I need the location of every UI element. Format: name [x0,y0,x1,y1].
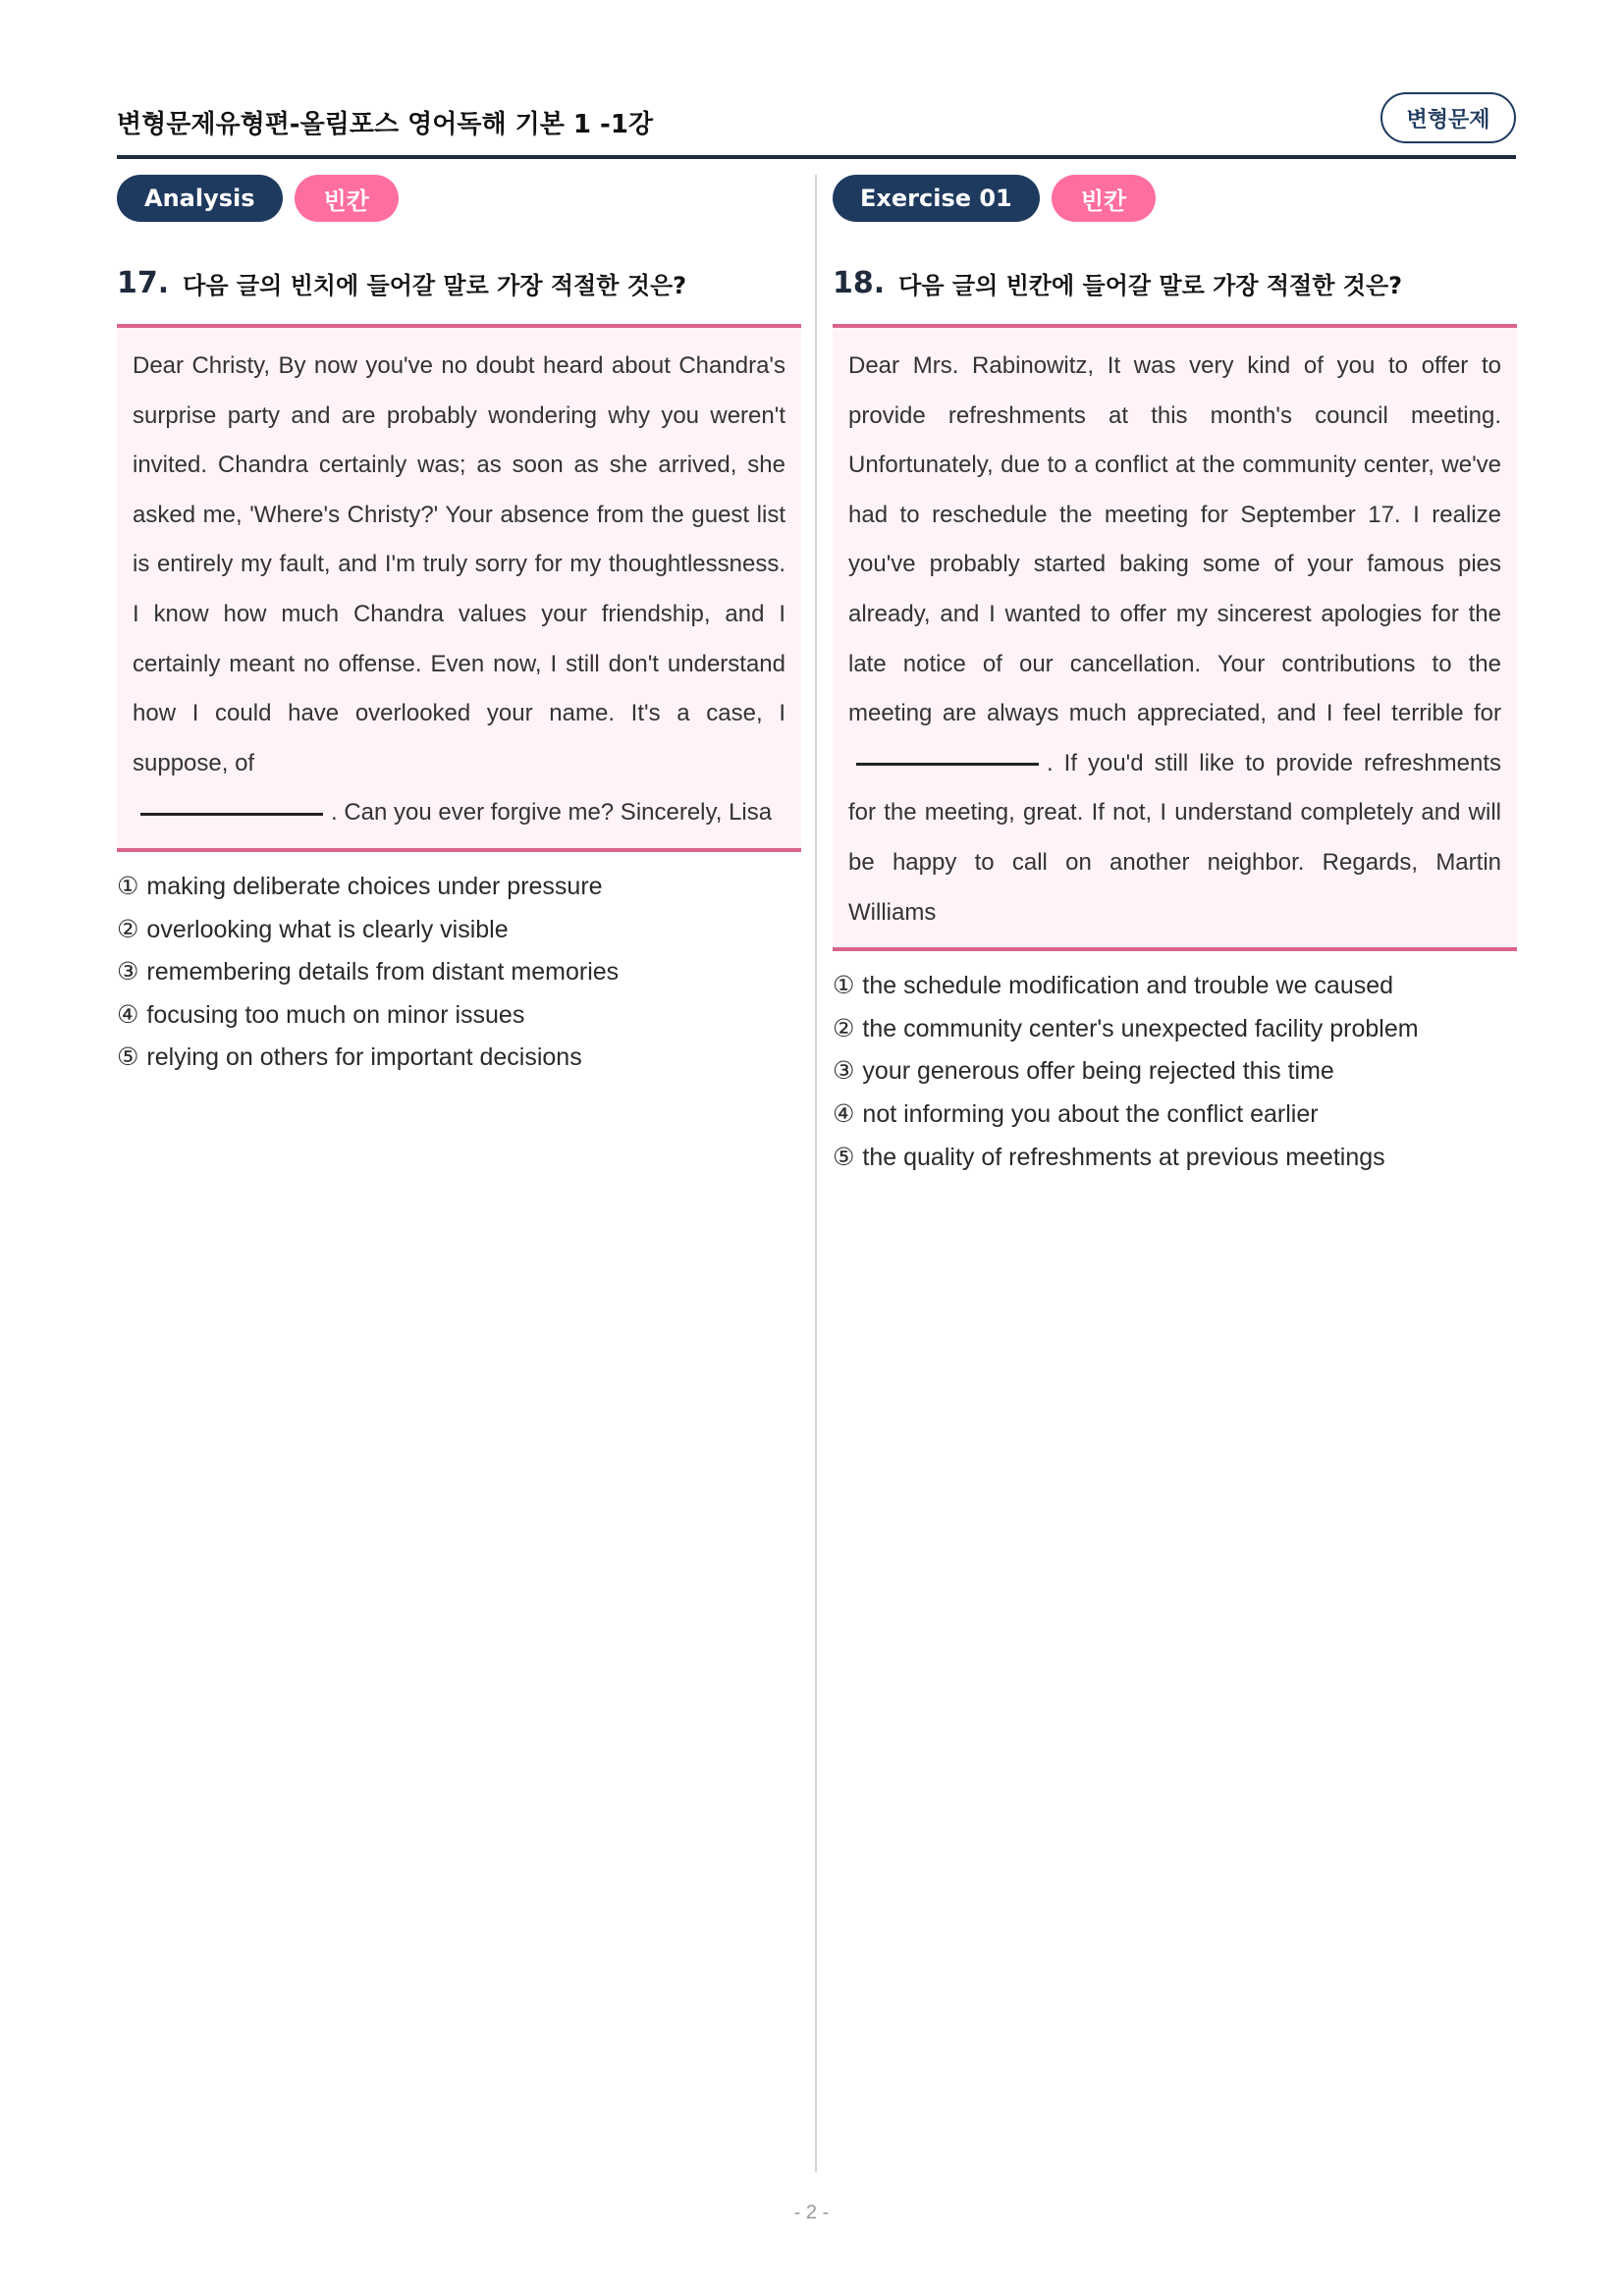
tag-row [117,175,801,222]
choice-5[interactable] [117,1037,801,1080]
choice-text: the quality of refreshments at previous meetings [862,1143,1385,1171]
choice-marker: ③ [833,1057,855,1086]
choice-text: the schedule modification and trouble we caused [862,972,1394,1000]
passage-text-before: Dear Christy, By now you've no doubt heard about Chandra's surprise party and are probably wondering why you weren't invited. Chandra certainly was; as soon as she arrived, she asked me, 'Where's Christy?' Your absence from the guest list is entirely my fault, and I'm truly sorry for my thoughtlessness. I know how much Chandra values your friendship, and I certainly meant no offense. Even now, I still don't understand how I could have overlooked your name. It's a case, I suppose, of [133,352,785,776]
blank-type-tag: 빈칸 [1052,175,1156,222]
question-heading [117,261,801,304]
choice-text: not informing you about the conflict earlier [862,1099,1319,1128]
choice-text: relying on others for important decisions [146,1043,582,1072]
choice-text: making deliberate choices under pressure [146,872,603,900]
blank-type-tag: 빈칸 [295,175,399,222]
choice-marker: ④ [833,1099,855,1128]
choice-text: focusing too much on minor issues [146,1000,525,1029]
question-heading [833,261,1517,304]
choice-marker: ① [833,972,855,1000]
choice-marker: ① [117,872,139,900]
choice-2[interactable] [117,909,801,952]
answer-blank [140,813,323,816]
choice-4[interactable] [833,1094,1517,1137]
choice-4[interactable] [117,994,801,1038]
question-prompt: 다음 글의 빈칸에 들어갈 말로 가장 적절한 것은? [898,271,1403,299]
choice-marker: ④ [117,1000,139,1029]
question-18-column [833,175,1517,1179]
page-number: - 2 - [793,2202,830,2223]
choice-marker: ② [117,915,139,943]
answer-blank [856,763,1039,766]
question-number: 17. [117,265,170,300]
passage-text-after: . If you'd still like to provide refreshments for the meeting, great. If not, I understand completely and will be happy to call on another neighbor. Regards, Martin Williams [848,749,1501,926]
answer-choices [117,866,801,1080]
column-divider [815,175,817,2172]
question-17-column [117,175,801,1080]
answer-choices [833,965,1517,1179]
passage-text-before: Dear Mrs. Rabinowitz, It was very kind of you to offer to provide refreshments at this month's council meeting. Unfortunately, due to a conflict at the community center, we've had to reschedule the meeting for September 17. I realize you've probably started baking some of your famous pies already, and I wanted to offer my sincerest apologies for the late notice of our cancellation. Your contributions to the meeting are always much appreciated, and I feel terrible for [848,352,1501,727]
choice-3[interactable] [833,1050,1517,1094]
reading-passage [117,324,801,852]
choice-2[interactable] [833,1008,1517,1051]
choice-1[interactable] [833,965,1517,1008]
reading-passage [833,324,1517,951]
document-title: 변형문제유형편-올림포스 영어독해 기본 1 -1강 [117,110,654,139]
choice-3[interactable] [117,951,801,994]
choice-marker: ⑤ [117,1043,139,1072]
analysis-tag: Analysis [117,175,283,222]
choice-text: remembering details from distant memories [146,958,620,987]
choice-text: overlooking what is clearly visible [146,915,509,943]
choice-text: the community center's unexpected facility problem [862,1014,1419,1042]
tag-row [833,175,1517,222]
choice-marker: ② [833,1014,855,1042]
exercise-tag: Exercise 01 [833,175,1040,222]
choice-text: your generous offer being rejected this time [862,1057,1334,1086]
choice-marker: ⑤ [833,1143,855,1171]
question-prompt: 다음 글의 빈치에 들어갈 말로 가장 적절한 것은? [183,271,687,299]
choice-1[interactable] [117,866,801,909]
passage-text-after: . Can you ever forgive me? Sincerely, Lisa [331,799,773,827]
choice-5[interactable] [833,1137,1517,1180]
category-badge: 변형문제 [1380,92,1516,143]
page-header [117,92,1516,159]
choice-marker: ③ [117,958,139,987]
question-number: 18. [833,265,886,300]
